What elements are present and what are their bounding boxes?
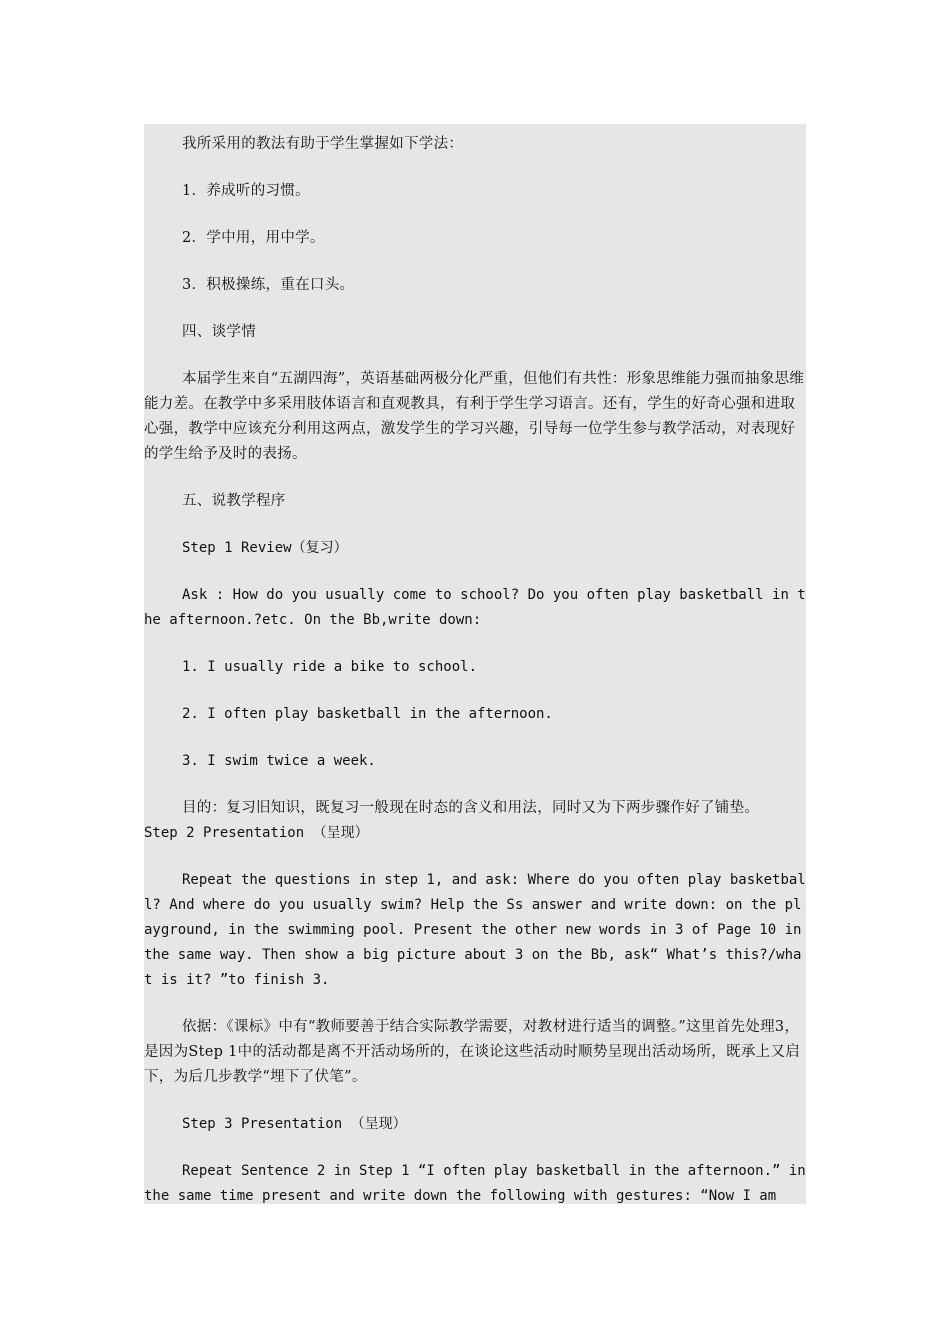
step-2-heading: Step 2 Presentation （呈现） (144, 825, 369, 841)
step-1-heading: Step 1 Review（复习） (182, 540, 348, 556)
paragraph-repeat-questions: Repeat the questions in step 1, and ask: Where do you often play basketball? And where do you usually swim? Help the Ss answer and write down: on the playground, in the swimming pool. Present the other new words in 3 of Page 10 in the same way. Then show a big picture about 3 on the Bb, ask“ What’s this?/what is it? ”to finish 3. (144, 872, 806, 988)
list-item-1: 1．养成听的习惯。 (182, 183, 310, 199)
list-item-2: 2．学中用，用中学。 (182, 230, 325, 246)
sentence-2: 2. I often play basketball in the afternoon. (182, 706, 553, 722)
document-body (144, 124, 806, 1209)
paragraph-repeat-sentence: Repeat Sentence 2 in Step 1 “I often play basketball in the afternoon.” in the same time present and write down the following with gestures: “Now I am (144, 1163, 806, 1204)
paragraph-purpose: 目的：复习旧知识，既复习一般现在时态的含义和用法，同时又为下两步骤作好了铺垫。 (182, 800, 760, 816)
paragraph-students: 本届学生来自“五湖四海”，英语基础两极分化严重，但他们有共性：形象思维能力强而抽象思维能力差。在教学中多采用肢体语言和直观教具，有利于学生学习语言。还有，学生的好奇心强和进取心强，教学中应该充分利用这两点，激发学生的学习兴趣，引导每一位学生参与教学活动，对表现好的学生给予及时的表扬。 (144, 371, 805, 462)
section-heading-5: 五、说教学程序 (182, 493, 286, 509)
section-heading-4: 四、谈学情 (182, 324, 256, 340)
list-item-3: 3．积极操练，重在口头。 (182, 277, 355, 293)
paragraph-ask: Ask : How do you usually come to school? Do you often play basketball in the afternoon.?etc. On the Bb,write down: (144, 587, 806, 628)
paragraph-study-methods: 我所采用的教法有助于学生掌握如下学法： (182, 136, 464, 152)
step-3-heading: Step 3 Presentation （呈现） (182, 1116, 407, 1132)
sentence-3: 3. I swim twice a week. (182, 753, 376, 769)
sentence-1: 1. I usually ride a bike to school. (182, 659, 478, 675)
paragraph-basis: 依据：《课标》中有“教师要善于结合实际教学需要，对教材进行适当的调整。”这里首先处理3，是因为Step 1中的活动都是离不开活动场所的，在谈论这些活动时顺势呈现出活动场所，既承上又启下，为后几步教学“埋下了伏笔”。 (144, 1019, 801, 1085)
